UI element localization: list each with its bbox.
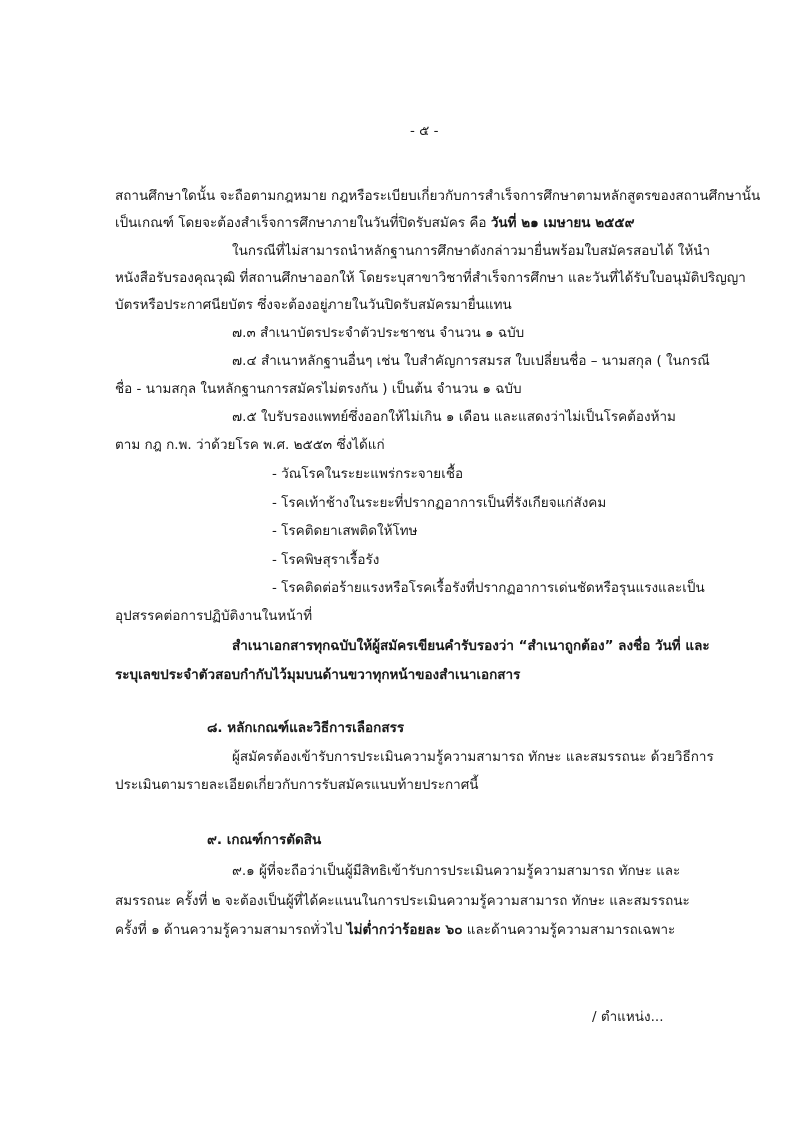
section-9-line-3-prefix: ครั้งที่ ๑ ด้านความรู้ความสามารถทั่วไป (115, 922, 343, 938)
item-7-4-line-1: ๗.๔ สำเนาหลักฐานอื่นๆ เช่น ใบสำคัญการสมรส ใบเปลี่ยนชื่อ – นามสกุล ( ในกรณี (232, 353, 710, 369)
minimum-score: ไม่ต่ำกว่าร้อยละ ๖๐ (346, 922, 463, 938)
disease-item: - โรคพิษสุราเรื้อรัง (272, 552, 380, 568)
item-7-4-line-2: ชื่อ - นามสกุล ในหลักฐานการสมัครไม่ตรงกัน ) เป็นต้น จำนวน ๑ ฉบับ (115, 381, 522, 397)
intro-line-1: สถานศึกษาใดนั้น จะถือตามกฎหมาย กฎหรือระเบียบเกี่ยวกับการสำเร็จการศึกษาตามหลักสูตรของสถานศึกษานั้น (115, 188, 761, 204)
section-8-line-1: ผู้สมัครต้องเข้ารับการประเมินความรู้ความสามารถ ทักษะ และสมรรถนะ ด้วยวิธีการ (232, 749, 714, 765)
item-7-5-line-2: ตาม กฎ ก.พ. ว่าด้วยโรค พ.ศ. ๒๕๕๓ ซึ่งได้แก่ (115, 437, 385, 453)
page-number: - ๕ - (410, 123, 439, 139)
certificate-note-line-1: ในกรณีที่ไม่สามารถนำหลักฐานการศึกษาดังกล่าวมายื่นพร้อมใบสมัครสอบได้ ให้นำ (232, 243, 711, 259)
section-9-line-2: สมรรถนะ ครั้งที่ ๒ จะต้องเป็นผู้ที่ได้คะแนนในการประเมินความรู้ความสามารถ ทักษะ และสมรรถนะ (115, 893, 690, 909)
deadline-date: วันที่ ๒๑ เมษายน ๒๕๕๙ (490, 215, 635, 231)
section-9-line-3-suffix: และด้านความรู้ความสามารถเฉพาะ (466, 922, 676, 938)
disease-item: - วัณโรคในระยะแพร่กระจายเชื้อ (272, 466, 464, 482)
section-9-line-1: ๙.๑ ผู้ที่จะถือว่าเป็นผู้มีสิทธิเข้ารับการประเมินความรู้ความสามารถ ทักษะ และ (232, 863, 681, 879)
section-8-line-2: ประเมินตามรายละเอียดเกี่ยวกับการรับสมัครแนบท้ายประกาศนี้ (115, 777, 479, 793)
section-8-heading: ๘. หลักเกณฑ์และวิธีการเลือกสรร (207, 720, 405, 736)
disease-item: - โรคติดยาเสพติดให้โทษ (272, 523, 418, 539)
disease-item-continued: อุปสรรคต่อการปฏิบัติงานในหน้าที่ (115, 608, 313, 624)
item-7-3: ๗.๓ สำเนาบัตรประจำตัวประชาชน จำนวน ๑ ฉบับ (232, 325, 525, 341)
continuation-marker: / ตำแหน่ง... (592, 1009, 664, 1025)
disease-item: - โรคเท้าช้างในระยะที่ปรากฏอาการเป็นที่รังเกียจแก่สังคม (272, 495, 607, 511)
item-7-5-line-1: ๗.๕ ใบรับรองแพทย์ซึ่งออกให้ไม่เกิน ๑ เดือน และแสดงว่าไม่เป็นโรคต้องห้าม (232, 409, 676, 425)
intro-line-2 (115, 213, 634, 233)
section-9-line-3 (115, 920, 675, 940)
intro-line-2-text: เป็นเกณฑ์ โดยจะต้องสำเร็จการศึกษาภายในวันที่ปิดรับสมัคร คือ (115, 215, 487, 231)
certificate-note-line-3: บัตรหรือประกาศนียบัตร ซึ่งจะต้องอยู่ภายในวันปิดรับสมัครมายื่นแทน (115, 297, 512, 313)
copy-note-line-2: ระบุเลขประจำตัวสอบกำกับไว้มุมบนด้านขวาทุกหน้าของสำเนาเอกสาร (115, 667, 521, 683)
certificate-note-line-2: หนังสือรับรองคุณวุฒิ ที่สถานศึกษาออกให้ โดยระบุสาขาวิชาที่สำเร็จการศึกษา และวันที่ได้รับใบอนุมัติปริญญา (115, 270, 746, 286)
copy-note-line-1: สำเนาเอกสารทุกฉบับให้ผู้สมัครเขียนคำรับรองว่า “สำเนาถูกต้อง” ลงชื่อ วันที่ และ (232, 638, 710, 654)
disease-item: - โรคติดต่อร้ายแรงหรือโรคเรื้อรังที่ปรากฏอาการเด่นชัดหรือรุนแรงและเป็น (272, 580, 705, 596)
section-9-heading: ๙. เกณฑ์การตัดสิน (207, 832, 322, 848)
